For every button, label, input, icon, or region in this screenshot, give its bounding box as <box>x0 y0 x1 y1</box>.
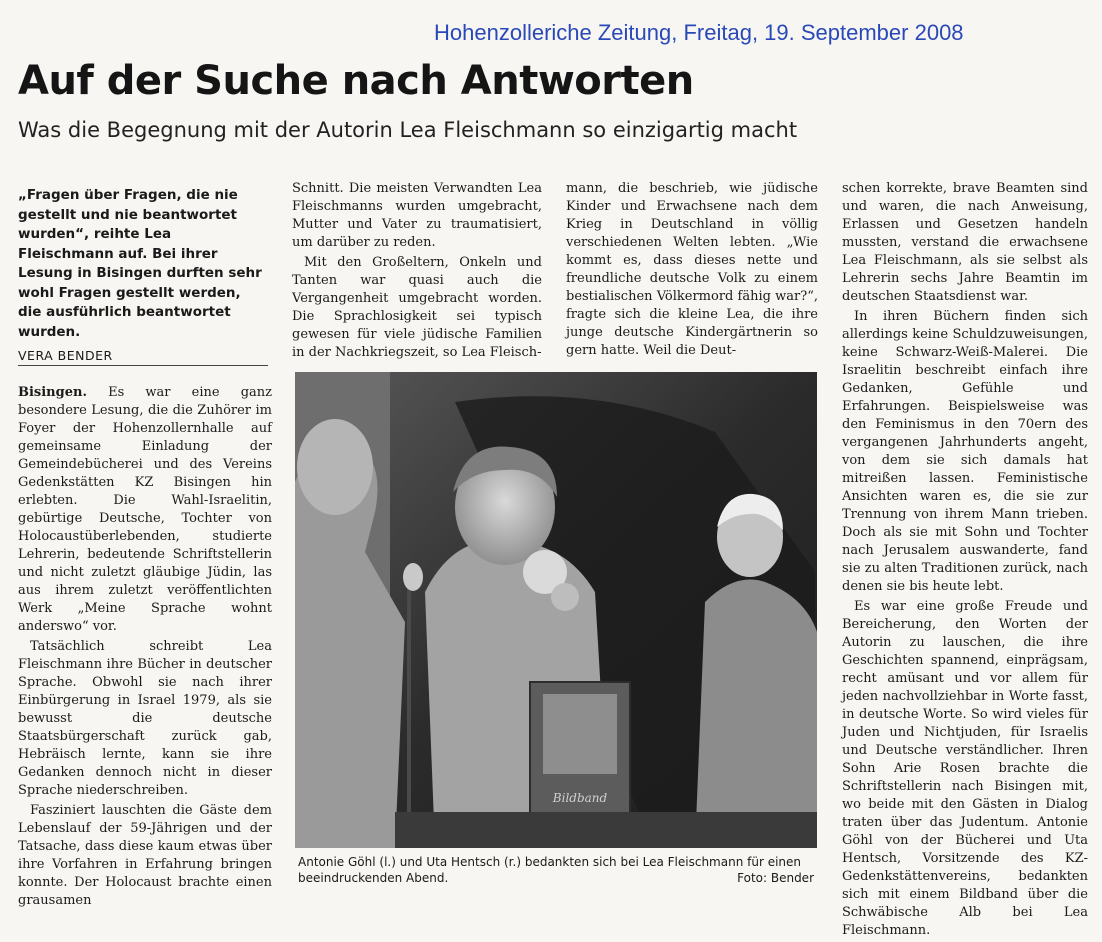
lead-paragraph: „Fragen über Fragen, die nie gestellt und nie beantwortet wurden“, reihte Lea Fleischmann auf. Bei ihrer Lesung in Bisingen durften sehr wohl Fragen gestellt werden, die ausführlich beantwortet wurden. <box>18 187 262 340</box>
col4-paragraph-2: In ihren Büchern finden sich allerdings keine Schuldzuweisungen, keine Schwarz-Weiß-Malerei. Die Israelitin beschreibt einfach ihre Gedanken, Gefühle und Erfahrungen. Beispielsweise was den Feminismus in den 70ern des vergangenen Jahrhunderts angeht, von dem sie sich damals hat mitreißen lassen. Feministische Ansichten waren es, die sie zur Trennung von ihrem Mann trieben. Doch als sie mit Sohn und Tochter nach Jerusalem auswanderte, fand sie zu alten Traditionen zurück, nach denen sie bis heute lebt. <box>842 309 1088 594</box>
table <box>395 812 817 848</box>
col4-paragraph-3: Es war eine große Freude und Bereicherung, den Worten der Autorin zu lauschen, die ihre Geschichten spannend, einprägsam, recht amüsant und vor allem für jeden nachvollziehbar in Worte fasst, in deutsche Worte. So wird vieles für Juden und Nichtjuden, für Israelis und Deutsche verständlicher. Ihren Sohn Arie Rosen brachte die Schriftstellerin nach Bisingen mit, wo beide mit den Gästen in Dialog traten über das Judentum. Antonie Göhl von der Bücherei und Uta Hentsch, Vorsitzende des KZ-Gedenkstättenvereins, bedankten sich mit einem Bildband über die Schwäbische Alb bei Lea Fleischmann. <box>842 599 1088 938</box>
book-cover-image <box>543 694 617 774</box>
column-4 <box>842 180 1088 942</box>
column-2 <box>292 180 542 364</box>
headline: Auf der Suche nach Antworten <box>18 58 694 104</box>
microphone <box>403 563 423 591</box>
news-photo <box>295 372 817 848</box>
col1-paragraph-1-text: Es war eine ganz besondere Lesung, die die Zuhörer im Foyer der Hohenzollernhalle auf gemeinsame Einladung der Gemeindebücherei und des Vereins Gedenkstätten KZ Bisingen hin erlebten. Die Wahl-Israelitin, gebürtige Deutsche, Tochter von Holocaustüberlebenden, studierte Lehrerin, bedeutende Schriftstellerin und nicht zuletzt gläubige Jüdin, las aus ihrem zuletzt veröffentlichten Werk „Meine Sprache wohnt anderswo“ vor. <box>18 385 272 634</box>
byline: VERA BENDER <box>18 348 268 366</box>
column-3 <box>566 180 818 362</box>
col2-paragraph-1: Schnitt. Die meisten Verwandten Lea Fleischmanns wurden umgebracht, Mutter und Vater zu traumatisiert, um darüber zu reden. <box>292 181 542 250</box>
flower-bouquet-2 <box>551 583 579 611</box>
col4-paragraph-1: schen korrekte, brave Beamten sind und waren, die nach Anweisung, Erlassen und Gesetzen handeln mussten, verstand die erwachsene Lea Fleischmann, als sie selbst als Lehrerin sechs Jahre Beamtin im deutschen Staatsdienst war. <box>842 181 1088 304</box>
photo-illustration <box>295 372 817 848</box>
col1-paragraph-2: Tatsächlich schreibt Lea Fleischmann ihre Bücher in deutscher Sprache. Obwohl sie nach ihrer Einbürgerung in Israel 1979, als sie bewusst die deutsche Staatsbürgerschaft zurück gab, Hebräisch lernte, kann sie ihre Gedanken dennoch nicht in dieser Sprache niederschreiben. <box>18 639 272 798</box>
photo-credit: Foto: Bender <box>737 871 814 885</box>
col1-paragraph-1 <box>18 384 272 636</box>
col3-paragraph-1: mann, die beschrieb, wie jüdische Kinder und Erwachsene nach dem Krieg in Deutschland in völlig verschiedenen Welten lebten. „Wie kommt es, dass dieses nette und freundliche deutsche Volk zu einem bestialischen Völkermord fähig war?“, fragte sich die kleine Lea, die ihre junge deutsche Kindergärtnerin so gern hatte. Weil die Deut- <box>566 181 818 358</box>
col2-paragraph-2: Mit den Großeltern, Onkeln und Tanten war quasi auch die Vergangenheit umgebracht worden. Die Sprachlosigkeit sei typisch gewesen für viele jüdische Familien in der Nachkriegszeit, so Lea Fleisch- <box>292 255 542 360</box>
photo-caption <box>298 854 818 886</box>
right-person-body <box>695 580 817 849</box>
book-cover-text: Bildband <box>552 791 608 805</box>
caption-text: Antonie Göhl (l.) und Uta Hentsch (r.) bedankten sich bei Lea Fleischmann für einen beeindruckenden Abend. <box>298 855 802 885</box>
left-person-head <box>297 419 373 515</box>
col1-paragraph-3: Fasziniert lauschten die Gäste dem Lebenslauf der 59-Jährigen und der Tatsache, dass diese kaum etwas über ihre Vorfahren in Erfahrung bringen konnte. Der Holocaust brachte einen grausamen <box>18 803 272 908</box>
subheadline: Was die Begegnung mit der Autorin Lea Fleischmann so einzigartig macht <box>18 118 798 142</box>
microphone-stand <box>407 582 411 848</box>
column-1 <box>18 384 272 912</box>
masthead: Hohenzolleriche Zeitung, Freitag, 19. September 2008 <box>434 20 964 45</box>
dateline-place: Bisingen. <box>18 385 87 400</box>
